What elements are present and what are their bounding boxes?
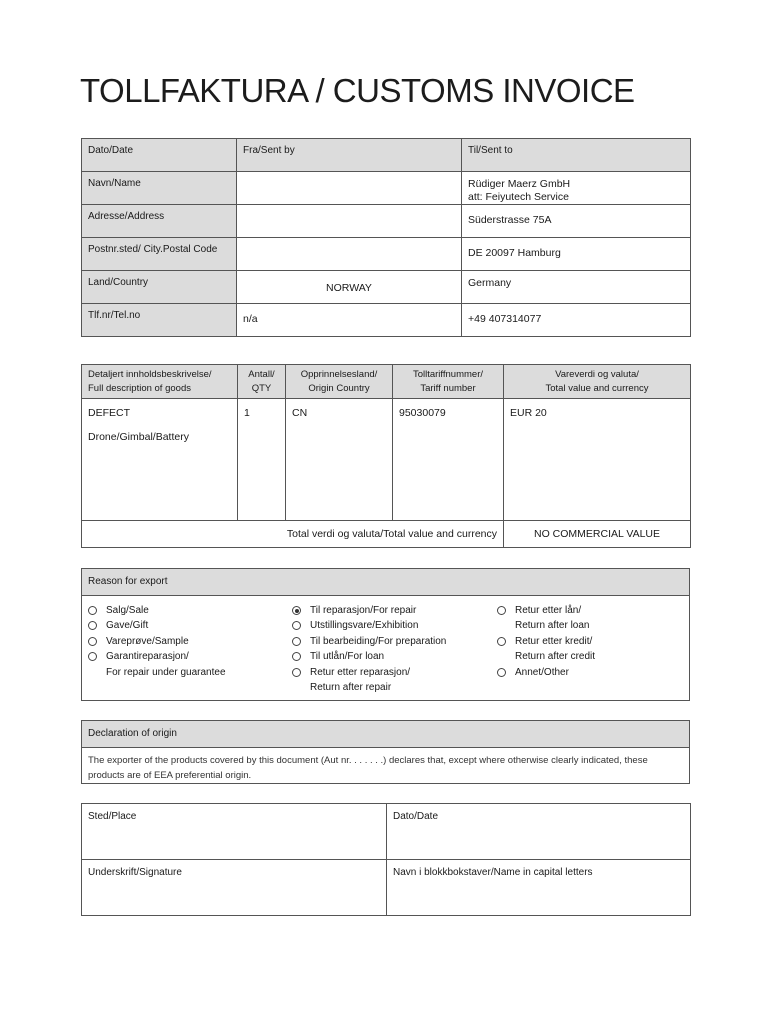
place-field[interactable]: Sted/Place (82, 804, 387, 860)
declaration-box (81, 720, 690, 784)
total-value[interactable]: NO COMMERCIAL VALUE (504, 521, 691, 548)
option-other[interactable] (497, 665, 595, 680)
sign-date-field[interactable]: Dato/Date (387, 804, 691, 860)
option-label: Annet/Other (515, 666, 569, 678)
tariff-header-line2: Tariff number (420, 383, 476, 394)
goods-description-line2: Drone/Gimbal/Battery (88, 431, 189, 443)
qty-header-line1: Antall/ (248, 369, 275, 380)
goods-description-line1: DEFECT (88, 407, 130, 419)
option-continuation: Return after loan (515, 620, 590, 632)
recipient-name-line1: Rüdiger Maerz GmbH (468, 178, 571, 190)
goods-description[interactable] (82, 399, 238, 521)
radio-icon (497, 668, 506, 677)
option-continuation: Return after credit (515, 651, 596, 663)
sender-country[interactable]: NORWAY (237, 271, 462, 304)
recipient-address[interactable]: Süderstrasse 75A (462, 205, 691, 238)
radio-icon (88, 606, 97, 615)
radio-icon (292, 652, 301, 661)
goods-qty[interactable]: 1 (238, 399, 286, 521)
reason-heading: Reason for export (82, 569, 689, 596)
qty-header (238, 365, 286, 399)
option-label: Til bearbeiding/For preparation (310, 635, 447, 647)
goods-value[interactable]: EUR 20 (504, 399, 691, 521)
name-label: Navn/Name (82, 172, 237, 205)
description-header-line2: Full description of goods (88, 383, 191, 394)
radio-icon (292, 668, 301, 677)
option-guarantee-repair[interactable] (88, 649, 226, 664)
origin-header-line2: Origin Country (308, 383, 370, 394)
address-label: Adresse/Address (82, 205, 237, 238)
description-header (82, 365, 238, 399)
total-label: Total verdi og valuta/Total value and currency (82, 521, 504, 548)
declaration-text: The exporter of the products covered by this document (Aut nr. . . . . . .) declares that, except where otherwise clearly indicated, these products are of EEA preferential origin. (88, 755, 648, 781)
parties-table (81, 138, 691, 337)
reason-for-export-box (81, 568, 690, 701)
sent-by-header: Fra/Sent by (237, 139, 462, 172)
origin-header-line1: Opprinnelsesland/ (300, 369, 378, 380)
postal-code-label: Postnr.sted/ City.Postal Code (82, 238, 237, 271)
option-sale[interactable] (88, 603, 226, 618)
option-label: Gave/Gift (106, 620, 149, 632)
radio-selected-icon (292, 606, 301, 615)
radio-icon (292, 621, 301, 630)
radio-icon (497, 637, 506, 646)
reason-column-1 (88, 603, 226, 680)
option-continuation: Return after repair (310, 682, 392, 694)
option-label: Vareprøve/Sample (106, 635, 189, 647)
tariff-header (393, 365, 504, 399)
recipient-postal[interactable]: DE 20097 Hamburg (462, 238, 691, 271)
option-return-after-repair[interactable] (292, 665, 446, 680)
tariff-header-line1: Tolltariffnummer/ (412, 369, 484, 380)
signature-table (81, 803, 691, 916)
option-label: Utstillingsvare/Exhibition (310, 620, 419, 632)
recipient-name-line2: att: Feiyutech Service (468, 191, 569, 203)
value-header (504, 365, 691, 399)
date-header: Dato/Date (82, 139, 237, 172)
option-label: Salg/Sale (106, 605, 149, 616)
option-label: Retur etter reparasjon/ (310, 666, 411, 678)
option-return-after-credit[interactable] (497, 634, 595, 649)
option-continuation: For repair under guarantee (106, 666, 226, 678)
option-loan[interactable] (292, 649, 446, 664)
option-label: Retur etter lån/ (515, 605, 582, 616)
country-label: Land/Country (82, 271, 237, 304)
option-exhibition[interactable] (292, 618, 446, 633)
option-sample[interactable] (88, 634, 226, 649)
option-label: Til reparasjon/For repair (310, 605, 417, 616)
option-label: Retur etter kredit/ (515, 635, 593, 647)
declaration-heading: Declaration of origin (82, 721, 689, 748)
radio-icon (88, 621, 97, 630)
qty-header-line2: QTY (251, 383, 272, 394)
reason-column-3 (497, 603, 595, 680)
radio-icon (292, 637, 301, 646)
origin-header (286, 365, 393, 399)
option-label: Til utlån/For loan (310, 651, 385, 663)
value-header-line1: Vareverdi og valuta/ (555, 369, 639, 380)
radio-icon (497, 606, 506, 615)
signature-field[interactable]: Underskrift/Signature (82, 860, 387, 916)
option-label: Garantireparasjon/ (106, 651, 189, 663)
option-return-after-loan[interactable] (497, 603, 595, 618)
sender-phone[interactable]: n/a (237, 304, 462, 337)
sent-to-header: Til/Sent to (462, 139, 691, 172)
radio-icon (88, 637, 97, 646)
goods-table (81, 364, 691, 548)
capital-name-field[interactable]: Navn i blokkbokstaver/Name in capital letters (387, 860, 691, 916)
sender-postal-field[interactable] (237, 238, 462, 271)
goods-tariff[interactable]: 95030079 (393, 399, 504, 521)
option-repair[interactable] (292, 603, 446, 618)
recipient-country[interactable]: Germany (462, 271, 691, 304)
description-header-line1: Detaljert innholdsbeskrivelse/ (88, 369, 212, 380)
radio-icon (88, 652, 97, 661)
goods-origin[interactable]: CN (286, 399, 393, 521)
value-header-line2: Total value and currency (545, 383, 649, 394)
document-title: TOLLFAKTURA / CUSTOMS INVOICE (80, 72, 635, 109)
sender-name-field[interactable] (237, 172, 462, 205)
recipient-phone[interactable]: +49 407314077 (462, 304, 691, 337)
recipient-name[interactable] (462, 172, 691, 205)
reason-column-2 (292, 603, 446, 695)
option-gift[interactable] (88, 618, 226, 633)
phone-label: Tlf.nr/Tel.no (82, 304, 237, 337)
sender-address-field[interactable] (237, 205, 462, 238)
option-preparation[interactable] (292, 634, 446, 649)
